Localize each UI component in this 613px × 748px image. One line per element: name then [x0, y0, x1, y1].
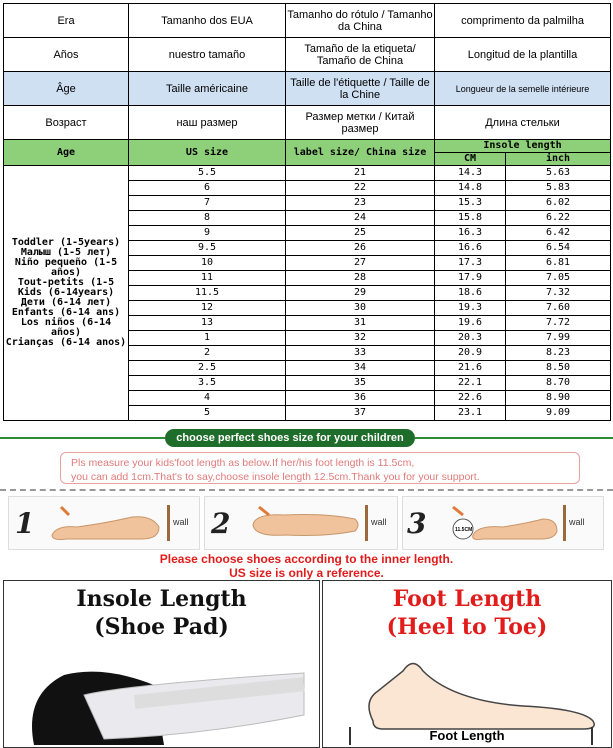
cm-cell: 15.8: [435, 211, 506, 226]
header-row-pt: [4, 4, 611, 38]
cm-cell: 15.3: [435, 196, 506, 211]
inch-cell: 5.83: [506, 181, 611, 196]
label-size-cell: 31: [286, 316, 435, 331]
header-cell: Taille de l'étiquette / Taille de la Chine: [286, 72, 435, 106]
measure-instructions: [60, 452, 580, 484]
measure-line: you can add 1cm.That's to say,choose insole length 12.5cm.Thank you for your support.: [71, 471, 480, 483]
inch-cell: 8.50: [506, 361, 611, 376]
cm-cell: 22.1: [435, 376, 506, 391]
ruler-label: 11.5CM: [455, 527, 473, 533]
foot-side-icon: [47, 505, 167, 545]
header-cell: Era: [4, 4, 129, 38]
insole-length-header: Insole length: [435, 140, 611, 153]
foot-length-panel: [322, 580, 612, 748]
step-2: [204, 496, 398, 550]
age-label: Tout-petits (1-5: [17, 277, 115, 288]
wall-icon: [563, 505, 566, 541]
inch-cell: 8.23: [506, 346, 611, 361]
us-size-cell: 12: [129, 301, 286, 316]
label-size-cell: 27: [286, 256, 435, 271]
foot-length-caption: Foot Length: [429, 728, 505, 743]
us-size-cell: 5.5: [129, 166, 286, 181]
inch-cell: 8.70: [506, 376, 611, 391]
cm-cell: 17.3: [435, 256, 506, 271]
divider: [0, 437, 165, 439]
us-size-cell: 13: [129, 316, 286, 331]
inch-cell: 7.05: [506, 271, 611, 286]
cm-cell: 16.3: [435, 226, 506, 241]
inch-cell: 6.54: [506, 241, 611, 256]
inch-cell: 7.72: [506, 316, 611, 331]
foot-measure-icon: [443, 505, 563, 545]
cm-header: CM: [435, 153, 506, 166]
header-cell: Longitud de la plantilla: [435, 38, 611, 72]
inch-cell: 6.42: [506, 226, 611, 241]
cm-cell: 19.6: [435, 316, 506, 331]
age-label: Los niños (6-14 años): [20, 317, 112, 338]
panel-title: Insole Length: [76, 586, 247, 612]
inch-cell: 8.90: [506, 391, 611, 406]
dashed-divider: [0, 489, 613, 491]
label-size-cell: 36: [286, 391, 435, 406]
us-size-cell: 10: [129, 256, 286, 271]
us-size-cell: 7: [129, 196, 286, 211]
label-size-cell: 30: [286, 301, 435, 316]
cm-cell: 23.1: [435, 406, 506, 421]
inch-cell: 7.32: [506, 286, 611, 301]
inch-cell: 6.81: [506, 256, 611, 271]
cm-cell: 20.3: [435, 331, 506, 346]
inch-cell: 6.02: [506, 196, 611, 211]
header-cell: Longueur de la semelle intérieure: [435, 72, 611, 106]
header-cell: Длина стельки: [435, 106, 611, 140]
cm-cell: 14.8: [435, 181, 506, 196]
panel-title: Foot Length: [392, 586, 542, 612]
us-size-cell: 5: [129, 406, 286, 421]
header-cell: comprimento da palmilha: [435, 4, 611, 38]
age-label: Crianças (6-14 anos): [5, 337, 127, 348]
age-label: Kids (6-14years): [17, 287, 115, 298]
inch-cell: 6.22: [506, 211, 611, 226]
age-label: Дети (6-14 лет): [20, 297, 112, 308]
panel-subtitle: (Heel to Toe): [386, 614, 548, 640]
foot-outline-image: [343, 651, 603, 731]
banner: choose perfect shoes size for your children: [165, 429, 415, 447]
header-cell: Размер метки / Китай размер: [286, 106, 435, 140]
divider: [415, 437, 613, 439]
header-cell: Años: [4, 38, 129, 72]
label-size-cell: 21: [286, 166, 435, 181]
us-size-cell: 2: [129, 346, 286, 361]
wall-icon: [167, 505, 170, 541]
label-size-cell: 37: [286, 406, 435, 421]
label-size-cell: 35: [286, 376, 435, 391]
step-number: 1: [15, 507, 35, 540]
us-size-cell: 11: [129, 271, 286, 286]
cm-cell: 18.6: [435, 286, 506, 301]
label-size-cell: 23: [286, 196, 435, 211]
inch-header: inch: [506, 153, 611, 166]
cm-cell: 17.9: [435, 271, 506, 286]
header-cell: Tamanho dos EUA: [129, 4, 286, 38]
measure-line: Pls measure your kids'foot length as below.If her/his foot length is 11.5cm,: [71, 457, 415, 469]
header-cell: Tamaño de la etiqueta/ Tamaño de China: [286, 38, 435, 72]
header-cell: nuestro tamaño: [129, 38, 286, 72]
label-size-cell: 25: [286, 226, 435, 241]
notice-line: Please choose shoes according to the inner length.: [159, 552, 454, 566]
inch-cell: 7.99: [506, 331, 611, 346]
age-label: Малыш (1-5 лет): [20, 247, 112, 258]
us-size-cell: 4: [129, 391, 286, 406]
step-number: 3: [407, 507, 427, 540]
panel-subtitle: (Shoe Pad): [94, 614, 229, 640]
green-header-row: [4, 140, 611, 153]
us-size-cell: 9.5: [129, 241, 286, 256]
label-size-cell: 26: [286, 241, 435, 256]
size-table: [3, 3, 610, 421]
us-size-cell: 1: [129, 331, 286, 346]
step-1: [8, 496, 200, 550]
cm-cell: 22.6: [435, 391, 506, 406]
wall-label: wall: [173, 517, 189, 527]
header-cell: Âge: [4, 72, 129, 106]
inch-cell: 7.60: [506, 301, 611, 316]
us-size-cell: 3.5: [129, 376, 286, 391]
us-size-cell: 8: [129, 211, 286, 226]
label-size-cell: 28: [286, 271, 435, 286]
cm-cell: 21.6: [435, 361, 506, 376]
step-number: 2: [211, 507, 231, 540]
wall-label: wall: [371, 517, 387, 527]
header-row-ru: [4, 106, 611, 140]
age-header: Age: [4, 140, 129, 166]
cm-cell: 19.3: [435, 301, 506, 316]
header-cell: Tamanho do rótulo / Tamanho da China: [286, 4, 435, 38]
label-size-cell: 24: [286, 211, 435, 226]
us-size-cell: 9: [129, 226, 286, 241]
cm-cell: 16.6: [435, 241, 506, 256]
header-cell: наш размер: [129, 106, 286, 140]
insole-length-panel: [3, 580, 320, 748]
insole-image: [24, 655, 314, 745]
inch-cell: 5.63: [506, 166, 611, 181]
header-cell: Возраст: [4, 106, 129, 140]
wall-label: wall: [569, 517, 585, 527]
step-3: [402, 496, 604, 550]
label-size-cell: 32: [286, 331, 435, 346]
cm-cell: 20.9: [435, 346, 506, 361]
age-labels-cell: [4, 166, 129, 421]
us-size-cell: 11.5: [129, 286, 286, 301]
header-cell: Taille américaine: [129, 72, 286, 106]
label-size-cell: 34: [286, 361, 435, 376]
label-size-cell: 33: [286, 346, 435, 361]
us-size-cell: 6: [129, 181, 286, 196]
us-size-cell: 2.5: [129, 361, 286, 376]
label-size-header: label size/ China size: [286, 140, 435, 166]
foot-top-icon: [245, 505, 365, 545]
header-row-es: [4, 38, 611, 72]
age-label: Niño pequeño (1-5 años): [14, 257, 118, 278]
cm-cell: 14.3: [435, 166, 506, 181]
table-row: [4, 166, 611, 181]
header-row-fr: [4, 72, 611, 106]
notice-line: US size is only a reference.: [229, 566, 384, 580]
wall-icon: [365, 505, 368, 541]
label-size-cell: 29: [286, 286, 435, 301]
age-label: Enfants (6-14 ans): [11, 307, 121, 318]
inch-cell: 9.09: [506, 406, 611, 421]
label-size-cell: 22: [286, 181, 435, 196]
age-label: Toddler (1-5years): [11, 237, 121, 248]
us-size-header: US size: [129, 140, 286, 166]
notice: [0, 552, 613, 580]
